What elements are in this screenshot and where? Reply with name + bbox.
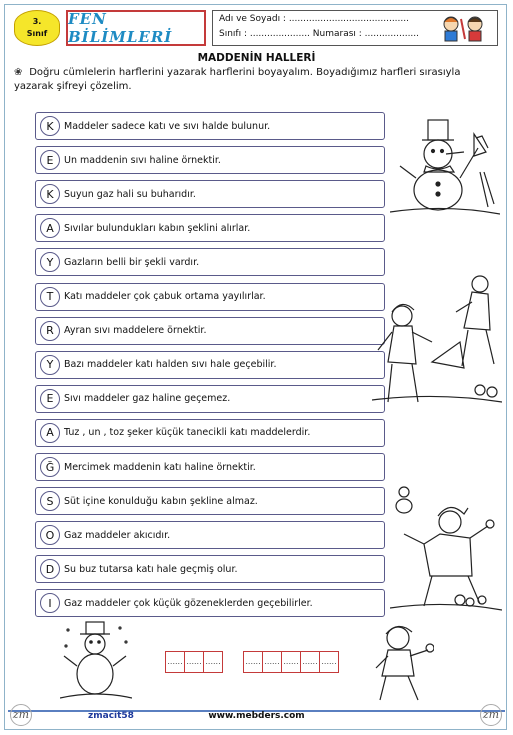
question-letter[interactable]: S — [40, 491, 60, 511]
answer-cell[interactable]: ...... — [321, 657, 337, 666]
question-letter[interactable]: T — [40, 287, 60, 307]
children-snowball-illustration — [372, 272, 502, 412]
question-row — [35, 521, 385, 549]
subject-box — [66, 10, 206, 46]
question-row — [35, 146, 385, 174]
snowman-illustration — [60, 620, 132, 702]
child-snowball-illustration — [372, 620, 434, 704]
snowman-broom-illustration — [390, 112, 500, 222]
flower-icon: ❀ — [14, 67, 23, 78]
answer-cell[interactable]: ...... — [166, 652, 185, 672]
question-text: Sıvı maddeler gaz haline geçemez. — [64, 393, 231, 405]
question-row — [35, 385, 385, 413]
question-text: Mercimek maddenin katı haline örnektir. — [64, 461, 256, 473]
question-text: Ayran sıvı maddelere örnektir. — [64, 325, 207, 337]
question-letter[interactable]: I — [40, 593, 60, 613]
question-letter[interactable]: A — [40, 218, 60, 238]
kids-icon — [437, 13, 493, 43]
class-number-field[interactable]: Sınıfı : ..................... Numarası : ................... — [219, 29, 420, 39]
question-row — [35, 453, 385, 481]
question-letter[interactable]: Y — [40, 355, 60, 375]
question-letter[interactable]: Ğ — [40, 457, 60, 477]
student-info-box — [212, 10, 498, 46]
question-letter[interactable]: E — [40, 150, 60, 170]
footer-author: zmacit58 — [88, 711, 134, 721]
question-text: Un maddenin sıvı haline örnektir. — [64, 154, 221, 166]
instruction — [14, 66, 500, 94]
answer-cell[interactable]: ...... — [282, 652, 301, 672]
grade-number: 3. — [32, 17, 42, 26]
question-text: Tuz , un , toz şeker küçük tanecikli katı maddelerdir. — [64, 427, 311, 439]
question-text: Gaz maddeler akıcıdır. — [64, 529, 171, 541]
question-text: Gazların belli bir şekli vardır. — [64, 256, 200, 268]
footer-site-link[interactable]: www.mebders.com — [208, 711, 305, 721]
question-text: Su buz tutarsa katı hale geçmiş olur. — [64, 563, 238, 575]
answer-cell[interactable]: ...... — [263, 652, 282, 672]
name-field[interactable]: Adı ve Soyadı : .......................................... — [219, 14, 409, 24]
question-text: Gaz maddeler çok küçük gözeneklerden geçebilirler. — [64, 597, 313, 609]
answer-cell[interactable]: ...... — [301, 652, 320, 672]
child-snow-illustration — [390, 482, 502, 612]
question-row — [35, 589, 385, 617]
question-letter[interactable]: D — [40, 559, 60, 579]
question-letter[interactable]: K — [40, 184, 60, 204]
answer-boxes-word2 — [243, 651, 339, 673]
question-text: Suyun gaz hali su buharıdır. — [64, 188, 196, 200]
question-row — [35, 180, 385, 208]
question-row — [35, 487, 385, 515]
question-row — [35, 283, 385, 311]
question-letter[interactable]: E — [40, 389, 60, 409]
question-row — [35, 214, 385, 242]
question-text: Katı maddeler çok çabuk ortama yayılırlar. — [64, 291, 266, 302]
zm-logo-right: zm — [480, 704, 502, 726]
question-text: Maddeler sadece katı ve sıvı halde bulunur. — [64, 120, 271, 132]
question-letter[interactable]: O — [40, 525, 60, 545]
question-text: Süt içine konulduğu kabın şekline almaz. — [64, 495, 258, 507]
answer-cell[interactable]: ...... — [244, 652, 263, 672]
question-letter[interactable]: K — [40, 116, 60, 136]
question-row — [35, 419, 385, 447]
question-row — [35, 317, 385, 345]
question-letter[interactable]: Y — [40, 252, 60, 272]
page-title: MADDENİN HALLERİ — [197, 52, 316, 64]
grade-badge — [14, 10, 60, 46]
grade-label: Sınıf — [26, 29, 48, 38]
question-letter[interactable]: A — [40, 423, 60, 443]
question-text: Bazı maddeler katı halden sıvı hale geçebilir. — [64, 359, 277, 371]
answer-boxes-word1 — [165, 651, 223, 673]
question-letter[interactable]: R — [40, 321, 60, 341]
question-row — [35, 248, 385, 276]
question-row — [35, 112, 385, 140]
question-row — [35, 555, 385, 583]
answer-cell[interactable]: ...... — [185, 652, 204, 672]
answer-cell[interactable]: ...... — [205, 657, 221, 666]
question-row — [35, 351, 385, 379]
zm-logo-left: zm — [10, 704, 32, 726]
instruction-text: Doğru cümlelerin harflerini yazarak harflerini boyayalım. Boyadığımız harfleri sırasıyla yazarak şifreyi çözelim. — [14, 67, 461, 92]
question-text: Sıvılar bulundukları kabın şeklini alırlar. — [64, 222, 251, 234]
subject-title: FEN BİLİMLERİ — [68, 10, 173, 46]
